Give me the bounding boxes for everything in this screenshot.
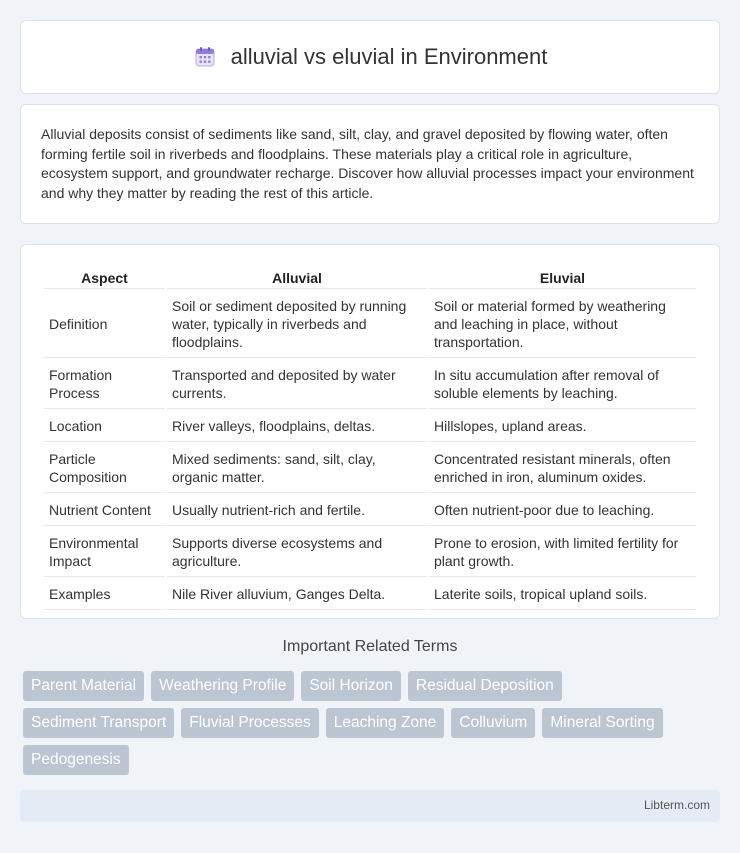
tag-residual-deposition[interactable]: Residual Deposition <box>408 671 562 701</box>
row-aspect: Definition <box>44 291 165 358</box>
tag-colluvium[interactable]: Colluvium <box>451 708 535 738</box>
related-terms-heading: Important Related Terms <box>282 638 458 655</box>
row-alluvial: Soil or sediment deposited by running water, typically in riverbeds and floodplains. <box>167 291 427 358</box>
tag-pedogenesis[interactable]: Pedogenesis <box>23 745 129 775</box>
row-aspect: Environmental Impact <box>44 528 165 577</box>
row-eluvial: Soil or material formed by weathering and leaching in place, without transportation. <box>429 291 696 358</box>
tag-fluvial-processes[interactable]: Fluvial Processes <box>181 708 318 738</box>
row-eluvial: Concentrated resistant minerals, often enriched in iron, aluminum oxides. <box>429 444 696 493</box>
row-aspect: Nutrient Content <box>44 495 165 526</box>
row-aspect: Location <box>44 411 165 442</box>
row-alluvial: Mixed sediments: sand, silt, clay, organic matter. <box>167 444 427 493</box>
table-row <box>44 411 696 442</box>
comparison-table-card <box>20 244 720 619</box>
footer <box>20 790 720 822</box>
table-row <box>44 495 696 526</box>
row-alluvial: Supports diverse ecosystems and agriculture. <box>167 528 427 577</box>
row-aspect: Examples <box>44 579 165 610</box>
row-eluvial: Hillslopes, upland areas. <box>429 411 696 442</box>
row-eluvial: Often nutrient-poor due to leaching. <box>429 495 696 526</box>
row-eluvial: In situ accumulation after removal of soluble elements by leaching. <box>429 360 696 409</box>
table-row <box>44 579 696 610</box>
related-terms-tags <box>23 671 703 775</box>
tag-sediment-transport[interactable]: Sediment Transport <box>23 708 174 738</box>
row-alluvial: Usually nutrient-rich and fertile. <box>167 495 427 526</box>
tag-parent-material[interactable]: Parent Material <box>23 671 144 701</box>
header-card <box>20 20 720 94</box>
row-eluvial: Laterite soils, tropical upland soils. <box>429 579 696 610</box>
header-aspect: Aspect <box>44 267 165 289</box>
table-header-row <box>44 267 696 289</box>
intro-card <box>20 104 720 224</box>
tag-mineral-sorting[interactable]: Mineral Sorting <box>542 708 662 738</box>
row-aspect: Formation Process <box>44 360 165 409</box>
row-eluvial: Prone to erosion, with limited fertility for plant growth. <box>429 528 696 577</box>
intro-text: Alluvial deposits consist of sediments like sand, silt, clay, and gravel deposited by flowing water, often forming fertile soil in riverbeds and floodplains. These materials play a critical role in agriculture, ecosystem support, and groundwater recharge. Discover how alluvial processes impact your environment and why they matter by reading the rest of this article. <box>41 126 694 201</box>
row-aspect: Particle Composition <box>44 444 165 493</box>
calendar-icon <box>193 45 217 69</box>
row-alluvial: River valleys, floodplains, deltas. <box>167 411 427 442</box>
tag-soil-horizon[interactable]: Soil Horizon <box>301 671 401 701</box>
header-alluvial: Alluvial <box>167 267 427 289</box>
row-alluvial: Nile River alluvium, Ganges Delta. <box>167 579 427 610</box>
tag-leaching-zone[interactable]: Leaching Zone <box>326 708 445 738</box>
table-row <box>44 444 696 493</box>
page-title: alluvial vs eluvial in Environment <box>230 44 548 69</box>
table-row <box>44 528 696 577</box>
table-row <box>44 291 696 358</box>
row-alluvial: Transported and deposited by water currents. <box>167 360 427 409</box>
header-eluvial: Eluvial <box>429 267 696 289</box>
comparison-table <box>42 265 698 612</box>
tag-weathering-profile[interactable]: Weathering Profile <box>151 671 294 701</box>
footer-site-link[interactable]: Libterm.com <box>643 798 710 812</box>
table-row <box>44 360 696 409</box>
